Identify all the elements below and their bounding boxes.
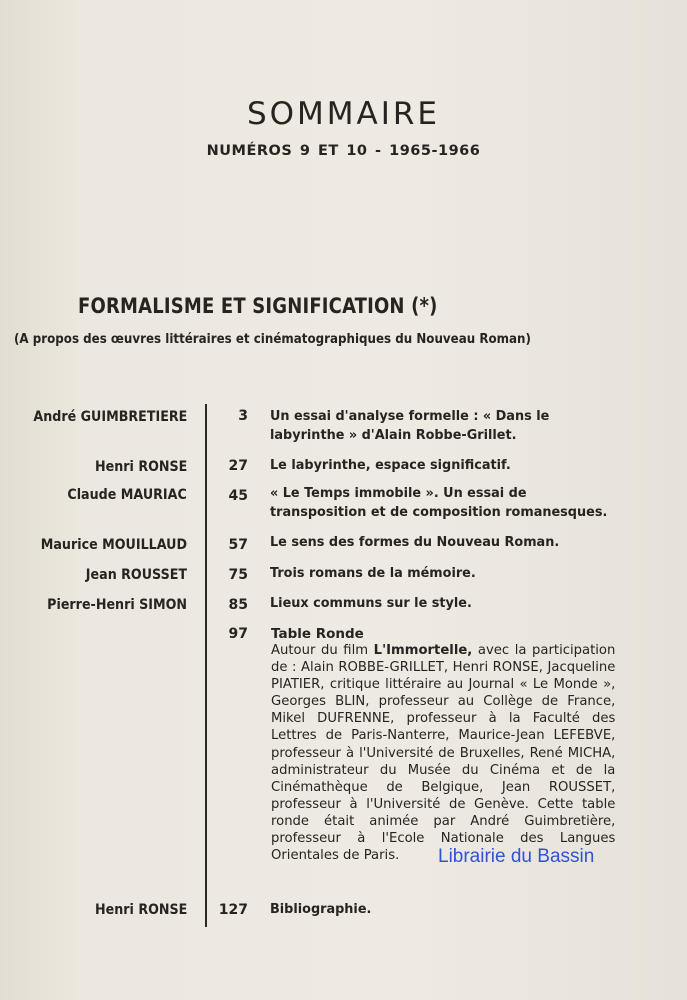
table-ronde-intro: Autour du film: [271, 642, 374, 658]
film-title: L'Immortelle,: [373, 642, 473, 658]
entry-title: Lieux communs sur le style.: [270, 595, 472, 611]
entry-title: Le sens des formes du Nouveau Roman.: [270, 534, 560, 550]
entry-page-number: 75: [228, 567, 248, 583]
entry-author: Maurice MOUILLAUD: [40, 537, 187, 553]
entry-page-number: 27: [228, 458, 248, 474]
bibliography-page-number: 127: [218, 902, 248, 918]
table-ronde-participants: avec la participation de : Alain ROBBE-GRILLET, Henri RONSE, Jacqueline PIATIER, critique littéraire au Journal « Le Monde », Georges BLIN, professeur au Collège de France, Mikel DUFRENNE, professeur à la Faculté des Lettres de Paris-Nanterre, Maurice-Jean LEFEBVE, professeur à l'Université de Bruxelles, René MICHA, administrateur du Musée du Cinéma et de la Cinémathèque de Belgique, Jean ROUSSET, professeur à l'Université de Genève. Cette table ronde était animée par André Guimbretière, professeur à l'Ecole Nationale des Langues Orientales de Paris.: [271, 642, 616, 864]
entry-page-number: 57: [228, 537, 248, 553]
column-divider: [205, 404, 207, 927]
entry-author: Jean ROUSSET: [85, 567, 187, 583]
entry-author: André GUIMBRETIERE: [33, 409, 187, 425]
table-ronde-page-number: 97: [228, 626, 248, 642]
entry-author: Claude MAURIAC: [67, 487, 187, 503]
entry-author: Pierre-Henri SIMON: [47, 597, 187, 613]
watermark: Librairie du Bassin: [438, 846, 595, 867]
bibliography-author: Henri RONSE: [94, 902, 187, 918]
issue-number: NUMÉROS 9 ET 10 - 1965-1966: [206, 143, 481, 159]
entry-title: Le labyrinthe, espace significatif.: [270, 457, 511, 473]
entry-author: Henri RONSE: [94, 459, 187, 475]
entry-title: « Le Temps immobile ». Un essai de transposition et de composition romanesques.: [270, 485, 608, 520]
entry-page-number: 45: [228, 488, 248, 504]
section-heading: FORMALISME ET SIGNIFICATION (*): [78, 294, 438, 319]
entry-page-number: 85: [228, 597, 248, 613]
entry-page-number: 3: [238, 408, 248, 424]
table-ronde-title: Table Ronde: [271, 626, 364, 642]
entry-title: Un essai d'analyse formelle : « Dans le labyrinthe » d'Alain Robbe-Grillet.: [270, 408, 550, 443]
entry-title: Trois romans de la mémoire.: [270, 565, 476, 581]
bibliography-title: Bibliographie.: [270, 901, 372, 917]
section-subheading: (A propos des œuvres littéraires et cinématographiques du Nouveau Roman): [14, 331, 531, 347]
table-ronde-description: [271, 642, 615, 864]
page-title: SOMMAIRE: [246, 96, 441, 132]
